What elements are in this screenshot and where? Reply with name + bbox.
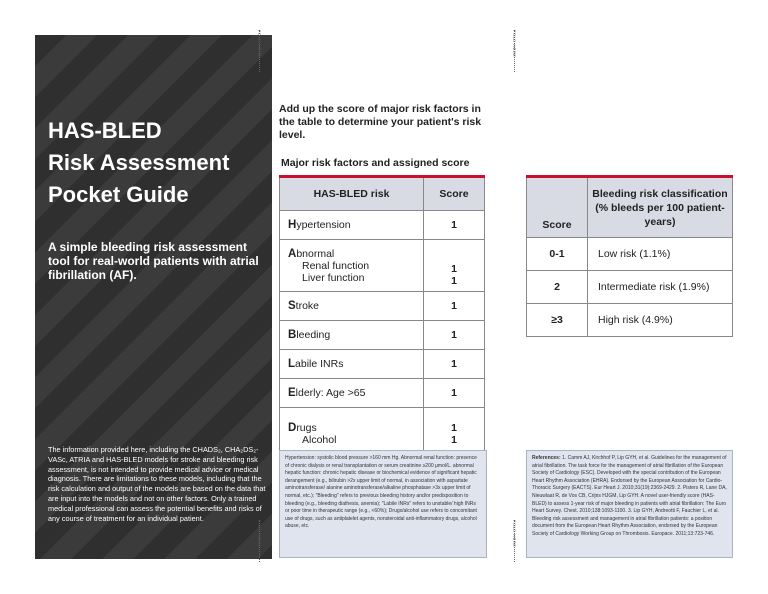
score-value: 1 [451, 433, 457, 446]
score-value: 1 [451, 358, 457, 370]
score-value: 1 [451, 263, 457, 275]
table-row [527, 238, 733, 271]
risk-name: bnormal [296, 247, 335, 260]
cover-subtitle: A simple bleeding risk assessment tool for real-world patients with atrial fibrillation (AF). [48, 240, 259, 282]
risk-factor-cell [280, 211, 424, 240]
table-header-row [280, 177, 485, 211]
column-header-score: Score [424, 177, 485, 211]
score-value: 1 [451, 300, 457, 312]
column-header-score: Score [527, 177, 588, 238]
table-header-row [527, 177, 733, 238]
risk-name: leeding [296, 329, 331, 341]
risk-factor-cell [280, 379, 424, 408]
risk-letter: H [288, 219, 297, 231]
score-value: 1 [451, 387, 457, 399]
risk-letter: S [288, 300, 296, 312]
table-row [527, 304, 733, 337]
bleeding-risk-table [526, 175, 733, 337]
references-label: References: [532, 455, 561, 461]
risk-letter: B [288, 329, 297, 341]
risk-subitem: Alcohol [302, 433, 337, 446]
table-row [280, 379, 485, 408]
score-cell [424, 321, 485, 350]
table-row [280, 350, 485, 379]
score-cell [424, 379, 485, 408]
table-row [280, 292, 485, 321]
fold-marker [514, 520, 520, 562]
risk-level-cell: High risk (4.9%) [588, 304, 733, 337]
fold-label: FOLD HERE [512, 30, 517, 58]
risk-factor-cell [280, 350, 424, 379]
column-header-risk: HAS-BLED risk [280, 177, 424, 211]
risk-subitem: Renal function [302, 259, 370, 272]
score-range-cell: ≥3 [527, 304, 588, 337]
fold-label: FOLD HERE [257, 30, 262, 58]
risk-name: troke [295, 300, 320, 312]
risk-name: abile INRs [295, 358, 344, 370]
table-row [527, 271, 733, 304]
score-cell [424, 292, 485, 321]
score-value: 1 [451, 421, 457, 434]
fold-marker [259, 520, 265, 562]
references-box [526, 450, 733, 558]
risk-factor-cell [280, 321, 424, 350]
risk-factor-cell [280, 292, 424, 321]
instructions: Add up the score of major risk factors in the table to determine your patient's risk level. [279, 103, 482, 141]
fold-label: FOLD HERE [512, 520, 517, 548]
risk-subitem: Liver function [302, 271, 365, 284]
cover-title-line: HAS-BLED [48, 118, 162, 143]
references-text [532, 455, 727, 539]
risk-letter: D [288, 421, 297, 434]
score-range-cell: 0-1 [527, 238, 588, 271]
risk-factor-cell [280, 240, 424, 292]
footnote-box [279, 450, 487, 558]
cover-title-line: Risk Assessment [48, 150, 230, 175]
risk-letter: A [288, 247, 297, 260]
score-value: 1 [451, 275, 457, 287]
risk-name: ypertension [296, 219, 351, 231]
footnote-text: Hypertension: systolic blood pressure >160 mm Hg. Abnormal renal function: presence of chronic dialysis or renal transplantation or serum creatinine ≥200 µmol/L. abnormal hepatic function: chronic hepatic disease or biochemical evidence of significant hepatic derangement (e.g., bilirubin >2x upper limit of normal, in association with aspartate aminotransferase/ alanine aminotransferase/alkaline phosphatase >3x upper limit of normal, etc.); "Bleeding" refers to previous bleeding history and/or predisposition to bleeding (e.g., bleeding diathesis, anemia); "Labile INRs" refers to unstable/ high INRs or poor time in therapeutic range (e.g., <60%); Drugs/alcohol use refers to concomitant use of drugs, such as antiplatelet agents, nonsteroidal anti-inflammatory drugs, alcohol abuse, etc. [285, 455, 477, 530]
score-value: 1 [451, 329, 457, 341]
score-range-cell: 2 [527, 271, 588, 304]
risk-letter: L [288, 358, 296, 370]
risk-factors-table [279, 175, 485, 460]
cover-disclaimer: The information provided here, including the CHADS₂, CHA₂DS₂-VASc, ATRIA and HAS-BLED models for stroke and bleeding risk assessment, is not intended to provide medical advice or medical diagnosis. There are limitations to these models, including that the risk calculation and output of the models are based on the data that are input into the models and not on other factors. Only a trained medical professional can assess the potential benefits and risks of any course of treatment for an individual patient. [48, 445, 266, 523]
risk-letter: E [288, 387, 296, 399]
column-header-classification: Bleeding risk classification (% bleeds per 100 patient-years) [588, 177, 733, 238]
cover-title [48, 115, 263, 211]
cover-title-line: Pocket Guide [48, 182, 189, 207]
table-row [280, 321, 485, 350]
risk-level-cell: Intermediate risk (1.9%) [588, 271, 733, 304]
risk-name: rugs [296, 421, 317, 434]
references-body: 1. Camm AJ, Kirchhof P, Lip GYH, et al. Guidelines for the management of atrial fibrillation. The task force for the management of atrial fibrillation of the European Society of Cardiology (ESC). Developed with the special contribution of the European Heart Rhythm Association (EHRA). Endorsed by the European Association for Cardio-Thoracic Surgery (EACTS). Eur Heart J. 2010;31(19):2369-2429. 2. Pisters R, Lane DA, Nieuwlaat R, de Vos CB, Crijns HJGM, Lip GYH. A novel user-friendly score (HAS-BLED) to assess 1-year risk of major bleeding in patients with atrial fibrillation: The Euro Heart Survey. Chest. 2010;138:1093-1100. 3. Lip GYH, Andreotti F, Fauchier L, et al. Bleeding risk assessment and management in atrial fibrillation patients: a position document from the European Heart Rhythm Association, endorsed by the European Society of Cardiology Working Group on Thrombosis. Europace. 2011;13:723-746. [532, 455, 727, 537]
score-cell [424, 350, 485, 379]
table-row [280, 240, 485, 292]
table-row [280, 211, 485, 240]
score-value: 1 [451, 219, 457, 231]
fold-marker [514, 30, 520, 72]
risk-table-heading: Major risk factors and assigned score [281, 157, 470, 169]
risk-name: lderly: Age >65 [295, 387, 366, 399]
score-cell [424, 211, 485, 240]
cover-panel [35, 35, 272, 559]
score-cell [424, 240, 485, 292]
fold-marker [259, 30, 265, 72]
risk-level-cell: Low risk (1.1%) [588, 238, 733, 271]
fold-label: FOLD HERE [257, 520, 262, 548]
